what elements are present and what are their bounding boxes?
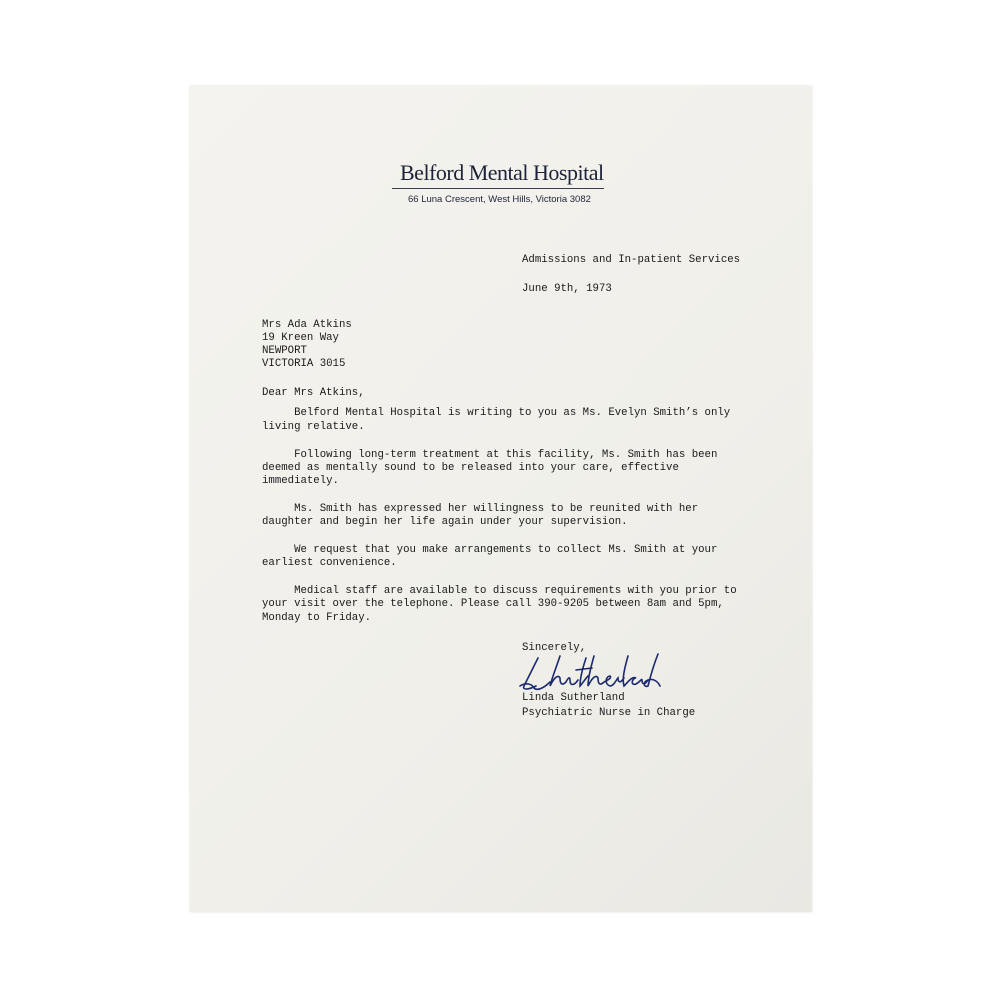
handwritten-signature [516, 652, 661, 694]
salutation: Dear Mrs Atkins, [262, 387, 365, 399]
letterhead-name: Belford Mental Hospital [400, 160, 604, 185]
paragraph-line: deemed as mentally sound to be released into your care, effective [262, 462, 679, 474]
paragraph-line: daughter and begin her life again under your supervision. [262, 516, 628, 528]
paragraph-line: Belford Mental Hospital is writing to you as Ms. Evelyn Smith’s only [262, 407, 731, 419]
paragraph-line: Ms. Smith has expressed her willingness to be reunited with her [262, 503, 699, 515]
paragraph-line: Following long-term treatment at this facility, Ms. Smith has been [262, 449, 718, 461]
recipient-line: Mrs Ada Atkins [262, 319, 352, 331]
department: Admissions and In-patient Services [522, 254, 741, 266]
signer-name: Linda Sutherland [522, 692, 625, 704]
paragraph-line: earliest convenience. [262, 557, 397, 569]
paragraph-line: your visit over the telephone. Please call 390-9205 between 8am and 5pm, [262, 598, 724, 610]
paragraph-line: living relative. [262, 421, 365, 433]
date: June 9th, 1973 [522, 283, 612, 295]
paragraph-line: Medical staff are available to discuss requirements with you prior to [262, 585, 737, 597]
paragraph-line: We request that you make arrangements to collect Ms. Smith at your [262, 544, 718, 556]
signer-title: Psychiatric Nurse in Charge [522, 707, 696, 719]
paragraph-line: immediately. [262, 475, 339, 487]
paragraph-line: Monday to Friday. [262, 612, 372, 624]
letter-paper [190, 86, 812, 912]
recipient-line: VICTORIA 3015 [262, 358, 346, 370]
closing: Sincerely, [522, 642, 587, 654]
letterhead-rule [392, 188, 604, 189]
letterhead-address: 66 Luna Crescent, West Hills, Victoria 3082 [408, 194, 591, 205]
recipient-line: NEWPORT [262, 345, 307, 357]
recipient-line: 19 Kreen Way [262, 332, 339, 344]
